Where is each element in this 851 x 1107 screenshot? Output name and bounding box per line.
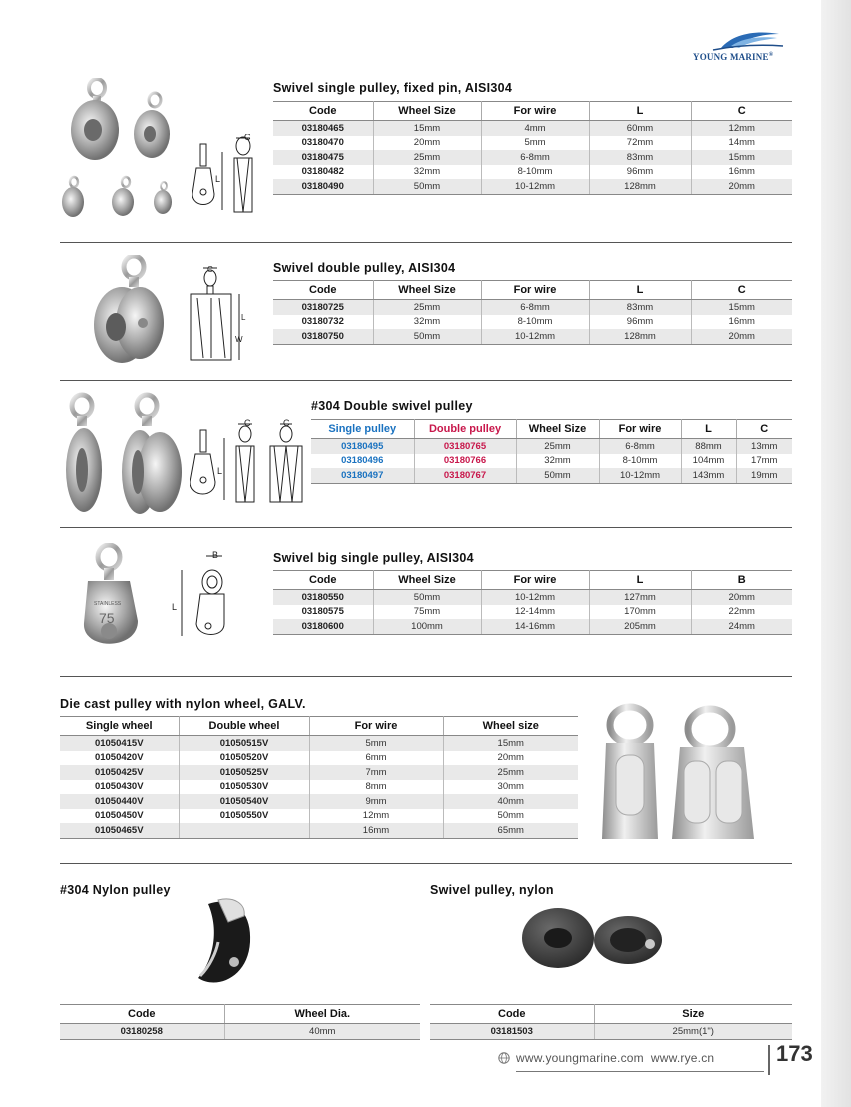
table-row bbox=[311, 454, 792, 469]
table-row bbox=[273, 165, 792, 180]
cell: 75mm bbox=[373, 605, 481, 620]
table-row bbox=[60, 823, 578, 838]
page-number: 173 bbox=[776, 1041, 813, 1066]
cell-code: 03180495 bbox=[311, 439, 414, 454]
cell: 50mm bbox=[497, 810, 524, 822]
cell: 22mm bbox=[728, 606, 755, 618]
cell: 30mm bbox=[497, 781, 524, 793]
table-row bbox=[60, 1024, 420, 1040]
swivel-single-pulley-photo bbox=[60, 78, 190, 228]
section-divider bbox=[60, 863, 792, 864]
cell-code: 01050550V bbox=[179, 809, 309, 824]
cell: 104mm bbox=[681, 454, 736, 469]
swivel-big-single-pulley-diagram bbox=[168, 548, 240, 643]
cell-code: 01050465V bbox=[60, 823, 179, 838]
section-title-swivel-nylon: Swivel pulley, nylon bbox=[430, 883, 554, 897]
cell: 16mm bbox=[728, 316, 755, 328]
col-header: L bbox=[681, 420, 736, 439]
table-swivel-double bbox=[273, 280, 792, 345]
col-header-double: Double pulley bbox=[414, 420, 516, 439]
cell-code: 01050425V bbox=[60, 765, 179, 780]
table-die-cast bbox=[60, 716, 578, 839]
cell: 14mm bbox=[728, 137, 755, 149]
dim-label-b: B bbox=[212, 550, 219, 560]
cell: 50mm bbox=[373, 179, 481, 194]
col-header: Code bbox=[273, 281, 373, 300]
cell: 15mm bbox=[691, 150, 792, 165]
table-row bbox=[273, 329, 792, 344]
section-title-swivel-double: Swivel double pulley, AISI304 bbox=[273, 261, 456, 275]
section-title-double-swivel: #304 Double swivel pulley bbox=[311, 399, 473, 413]
cell: 10-12mm bbox=[481, 179, 589, 194]
cell: 8-10mm bbox=[481, 165, 589, 180]
cell: 15mm bbox=[691, 300, 792, 315]
cell: 96mm bbox=[589, 165, 691, 180]
table-row bbox=[273, 150, 792, 165]
cell: 40mm bbox=[443, 794, 578, 809]
cell: 50mm bbox=[373, 590, 481, 605]
cell-code: 03180725 bbox=[273, 300, 373, 315]
cell: 96mm bbox=[589, 315, 691, 330]
cell: 6-8mm bbox=[599, 439, 681, 454]
cell-code: 01050430V bbox=[60, 780, 179, 795]
cell: 60mm bbox=[589, 121, 691, 136]
cell: 19mm bbox=[736, 468, 792, 483]
stamp-size: 75 bbox=[99, 610, 115, 626]
cell: 12mm bbox=[309, 809, 443, 824]
section-divider bbox=[60, 242, 792, 243]
col-header: Single wheel bbox=[60, 717, 179, 736]
col-header: L bbox=[589, 102, 691, 121]
cell: 6-8mm bbox=[481, 150, 589, 165]
cell: 32mm bbox=[373, 165, 481, 180]
table-nylon-pulley bbox=[60, 1004, 420, 1040]
cell-code: 03180750 bbox=[273, 329, 373, 344]
cell: 8mm bbox=[309, 780, 443, 795]
brand-mark: ® bbox=[768, 52, 774, 58]
cell: 5mm bbox=[309, 736, 443, 751]
cell: 128mm bbox=[589, 179, 691, 194]
wave-icon bbox=[693, 28, 793, 54]
section-divider bbox=[60, 676, 792, 677]
col-header: Code bbox=[60, 1005, 224, 1024]
cell-code: 01050440V bbox=[60, 794, 179, 809]
col-header: Wheel Size bbox=[373, 102, 481, 121]
cell-code: 03180550 bbox=[273, 590, 373, 605]
cell-code: 03180470 bbox=[273, 136, 373, 151]
cell: 20mm bbox=[691, 329, 792, 344]
cell-code: 03180258 bbox=[60, 1024, 224, 1040]
cell: 24mm bbox=[691, 619, 792, 634]
cell: 32mm bbox=[373, 315, 481, 330]
cell: 20mm bbox=[373, 136, 481, 151]
col-header: Wheel Dia. bbox=[224, 1005, 420, 1024]
cell-code: 01050450V bbox=[60, 809, 179, 824]
table-row bbox=[430, 1024, 792, 1040]
cell: 5mm bbox=[481, 136, 589, 151]
col-header: Wheel Size bbox=[373, 571, 481, 590]
table-swivel-single bbox=[273, 101, 792, 195]
col-header: C bbox=[736, 420, 792, 439]
cell: 15mm bbox=[443, 736, 578, 751]
col-header: Wheel Size bbox=[516, 420, 599, 439]
double-swivel-pulley-diagram bbox=[190, 418, 308, 510]
cell: 17mm bbox=[751, 455, 778, 467]
cell: 50mm bbox=[516, 468, 599, 483]
cell: 8-10mm bbox=[481, 315, 589, 330]
cell: 83mm bbox=[589, 150, 691, 165]
cell: 6-8mm bbox=[481, 300, 589, 315]
dim-label-c: C bbox=[207, 265, 213, 274]
col-header: Code bbox=[430, 1005, 594, 1024]
cell: 12-14mm bbox=[481, 605, 589, 620]
swivel-double-pulley-photo bbox=[88, 255, 178, 370]
section-title-nylon-pulley: #304 Nylon pulley bbox=[60, 883, 171, 897]
brand-logo bbox=[693, 28, 803, 64]
cell: 72mm bbox=[589, 136, 691, 151]
col-header: L bbox=[589, 571, 691, 590]
side-strip bbox=[821, 0, 851, 1107]
table-row bbox=[273, 179, 792, 194]
dim-label-c: C bbox=[244, 418, 251, 428]
section-divider bbox=[60, 380, 792, 381]
cell-code: 03180765 bbox=[414, 439, 516, 454]
col-header: L bbox=[589, 281, 691, 300]
table-row bbox=[60, 736, 578, 751]
cell-code: 03180575 bbox=[273, 605, 373, 620]
cell: 10-12mm bbox=[481, 329, 589, 344]
cell: 128mm bbox=[589, 329, 691, 344]
table-row bbox=[60, 765, 578, 780]
col-header: For wire bbox=[481, 281, 589, 300]
col-header: Wheel size bbox=[443, 717, 578, 736]
cell: 25mm bbox=[373, 150, 481, 165]
cell: 20mm bbox=[691, 179, 792, 194]
cell: 16mm bbox=[728, 166, 755, 178]
cell: 20mm bbox=[691, 590, 792, 605]
col-header-single: Single pulley bbox=[311, 420, 414, 439]
brand-name: YOUNG MARINE bbox=[693, 52, 769, 62]
col-header: For wire bbox=[481, 571, 589, 590]
table-row bbox=[273, 315, 792, 330]
cell-code: 03180497 bbox=[311, 468, 414, 483]
cell-code: 01050415V bbox=[60, 736, 179, 751]
nylon-pulley-photo bbox=[190, 892, 260, 992]
cell: 20mm bbox=[497, 752, 524, 764]
cell: 6mm bbox=[309, 751, 443, 766]
col-header: B bbox=[691, 571, 792, 590]
table-swivel-nylon bbox=[430, 1004, 792, 1040]
cell-code: 03180475 bbox=[273, 150, 373, 165]
section-divider bbox=[60, 527, 792, 528]
table-row bbox=[273, 136, 792, 151]
page-number-bar bbox=[768, 1045, 770, 1075]
col-header: For wire bbox=[599, 420, 681, 439]
die-cast-pulley-photo bbox=[598, 703, 780, 848]
cell-code: 03180600 bbox=[273, 619, 373, 634]
cell: 10-12mm bbox=[599, 468, 681, 483]
cell-code: 01050540V bbox=[179, 794, 309, 809]
double-swivel-pulley-photo bbox=[60, 392, 190, 517]
cell-code: 03180482 bbox=[273, 165, 373, 180]
col-header: Double wheel bbox=[179, 717, 309, 736]
col-header: C bbox=[691, 281, 792, 300]
cell: 15mm bbox=[373, 121, 481, 136]
col-header: Size bbox=[594, 1005, 792, 1024]
cell-code: 01050515V bbox=[179, 736, 309, 751]
col-header: Wheel Size bbox=[373, 281, 481, 300]
cell: 25mm bbox=[443, 765, 578, 780]
swivel-nylon-pulley-photo bbox=[518, 904, 668, 974]
table-big-single bbox=[273, 570, 792, 635]
cell: 16mm bbox=[309, 823, 443, 838]
table-row bbox=[60, 751, 578, 766]
section-title-swivel-single: Swivel single pulley, fixed pin, AISI304 bbox=[273, 81, 513, 95]
table-row bbox=[60, 809, 578, 824]
footer-underline bbox=[516, 1071, 764, 1072]
cell-code: 03180767 bbox=[414, 468, 516, 483]
cell: 4mm bbox=[481, 121, 589, 136]
cell: 14-16mm bbox=[481, 619, 589, 634]
cell: 10-12mm bbox=[481, 590, 589, 605]
cell-code: 03180465 bbox=[273, 121, 373, 136]
cell: 170mm bbox=[589, 605, 691, 620]
cell: 12mm bbox=[691, 121, 792, 136]
cell: 25mm bbox=[516, 439, 599, 454]
cell-code: 03180496 bbox=[311, 454, 414, 469]
col-header: For wire bbox=[481, 102, 589, 121]
swivel-single-pulley-diagram bbox=[192, 134, 267, 224]
cell: 25mm bbox=[373, 300, 481, 315]
cell-code: 03181503 bbox=[430, 1024, 594, 1040]
dim-label-l: L bbox=[217, 466, 223, 476]
col-header: For wire bbox=[309, 717, 443, 736]
table-row bbox=[60, 780, 578, 795]
col-header: Code bbox=[273, 571, 373, 590]
cell-code: 03180766 bbox=[414, 454, 516, 469]
globe-icon bbox=[498, 1052, 510, 1064]
table-row bbox=[311, 439, 792, 454]
section-title-big-single: Swivel big single pulley, AISI304 bbox=[273, 551, 474, 565]
cell: 127mm bbox=[589, 590, 691, 605]
cell: 32mm bbox=[516, 454, 599, 469]
cell-code: 03180732 bbox=[273, 315, 373, 330]
dim-label-w: W bbox=[235, 335, 243, 344]
cell: 7mm bbox=[309, 765, 443, 780]
cell: 40mm bbox=[224, 1024, 420, 1040]
cell: 205mm bbox=[589, 619, 691, 634]
swivel-big-single-pulley-photo bbox=[82, 543, 152, 658]
section-title-die-cast: Die cast pulley with nylon wheel, GALV. bbox=[60, 697, 306, 711]
cell: 50mm bbox=[373, 329, 481, 344]
cell: 65mm bbox=[443, 823, 578, 838]
cell: 83mm bbox=[589, 300, 691, 315]
table-row bbox=[273, 300, 792, 315]
col-header: Code bbox=[273, 102, 373, 121]
dim-label-l: L bbox=[172, 602, 178, 612]
cell-code: 03180490 bbox=[273, 179, 373, 194]
dim-label-c: C bbox=[244, 134, 251, 142]
dim-label-c: C bbox=[283, 418, 290, 428]
swivel-double-pulley-diagram bbox=[183, 264, 253, 364]
table-double-swivel bbox=[311, 419, 792, 484]
stamp-brand: STAINLESS bbox=[94, 601, 122, 607]
col-header: C bbox=[691, 102, 792, 121]
dim-label-l: L bbox=[215, 174, 221, 184]
table-row bbox=[273, 121, 792, 136]
cell-code: 01050530V bbox=[179, 780, 309, 795]
table-row bbox=[311, 468, 792, 483]
cell: 9mm bbox=[309, 794, 443, 809]
cell-code bbox=[179, 823, 309, 838]
cell: 25mm(1") bbox=[594, 1024, 792, 1040]
table-row bbox=[273, 605, 792, 620]
cell: 100mm bbox=[373, 619, 481, 634]
footer-urls: www.youngmarine.com www.rye.cn bbox=[516, 1051, 715, 1065]
table-row bbox=[273, 590, 792, 605]
cell: 88mm bbox=[681, 439, 736, 454]
cell: 13mm bbox=[736, 439, 792, 454]
cell-code: 01050525V bbox=[179, 765, 309, 780]
dim-label-l: L bbox=[241, 313, 246, 322]
table-row bbox=[273, 619, 792, 634]
cell: 8-10mm bbox=[599, 454, 681, 469]
cell-code: 01050520V bbox=[179, 751, 309, 766]
table-row bbox=[60, 794, 578, 809]
cell: 143mm bbox=[681, 468, 736, 483]
cell-code: 01050420V bbox=[60, 751, 179, 766]
